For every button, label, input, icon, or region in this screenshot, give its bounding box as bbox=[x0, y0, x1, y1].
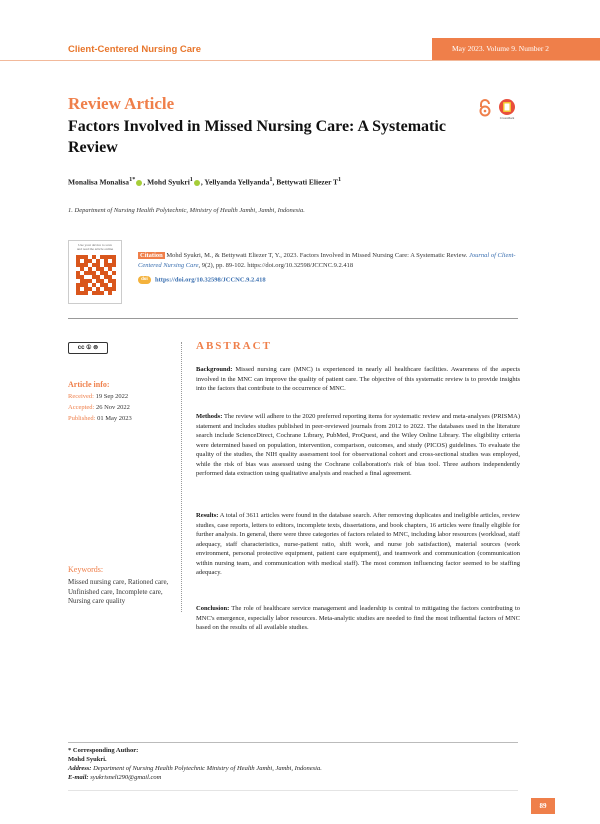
doi-icon: doi bbox=[138, 276, 151, 284]
correspondence-rule bbox=[68, 742, 518, 743]
article-info-title: Article info: bbox=[68, 380, 110, 389]
author-name: Bettywati Eliezer T bbox=[276, 177, 339, 187]
doi-link[interactable]: https://doi.org/10.32598/JCCNC.9.2.418 bbox=[155, 276, 266, 284]
author-name: Mohd Syukri bbox=[147, 177, 190, 187]
qr-caption bbox=[69, 241, 121, 251]
methods-label: Methods: bbox=[196, 413, 223, 420]
journal-name-part3: Care bbox=[179, 44, 202, 55]
crossmark-icon[interactable] bbox=[498, 98, 516, 120]
author-mark: 1* bbox=[129, 176, 136, 183]
page-number: 89 bbox=[531, 798, 555, 814]
cc-license-badge[interactable]: cc ① ⊜ bbox=[68, 342, 108, 354]
address-label: Address: bbox=[68, 765, 92, 772]
address-text: Department of Nursing Health Polytechnic Ministry of Health Jambi, Jambi, Indonesia. bbox=[91, 765, 322, 772]
author-mark: 1 bbox=[338, 176, 342, 183]
corresponding-author-name: Mohd Syukri. bbox=[68, 756, 107, 763]
conclusion-label: Conclusion: bbox=[196, 605, 230, 612]
abstract-title: ABSTRACT bbox=[196, 340, 272, 352]
background-text: Missed nursing care (MNC) is experienced in nearly all healthcare facilities. Awareness of the aspects involved in the MNC can improve the quality of patient care. The objective of this systematic review is to provide insights into the factors that contribute to the occurrence of MNC. bbox=[196, 366, 520, 392]
results-text: A total of 3611 articles were found in the database search. After removing duplicates and ineligible articles, review studies, case reports, letters to editors, incomplete texts, dissertations, and book chapters, 16 articles were finally eligible for further analysis. In general, there were three categories of factors related to MNC, including labor resources (workload, staff adequacy, staff characteristics, nurse-patient ratio, shift work, and nurse job satisfaction), material sources (work environment, personal protective equipment, patient care equipment), and teamwork and communication (communication within nursing team, and communication with medical staff). The most common influencing factor seemed to be staffing adequacy. bbox=[196, 512, 520, 576]
published-label: Published: bbox=[68, 415, 98, 422]
published-line bbox=[68, 415, 132, 422]
citation-rest: , 9(2), pp. 89-102. https://doi.org/10.32598/JCCNC.9.2.418 bbox=[198, 262, 354, 269]
corresponding-author-title: * Corresponding Author: bbox=[68, 747, 139, 754]
qr-caption-line: Use your device to scan bbox=[78, 243, 112, 247]
citation-tag: Citation bbox=[140, 252, 163, 259]
affiliation: 1. Department of Nursing Health Polytechnic, Ministry of Health Jambi, Jambi, Indonesia. bbox=[68, 207, 305, 214]
received-date: 19 Sep 2022 bbox=[95, 393, 129, 400]
author-name: Yellyanda Yellyanda bbox=[204, 177, 270, 187]
author-mark: 1 bbox=[269, 176, 273, 183]
abstract-conclusion bbox=[196, 604, 520, 633]
article-title: Factors Involved in Missed Nursing Care: A Systematic Review bbox=[68, 118, 446, 156]
accepted-label: Accepted: bbox=[68, 404, 96, 411]
qr-code-box[interactable] bbox=[68, 240, 122, 304]
keywords-title: Keywords: bbox=[68, 565, 104, 574]
email-label: E-mail: bbox=[68, 774, 89, 781]
conclusion-text: The role of healthcare service management and leadership is central to mitigating the factors contributing to MNC's emergence, especially labor resources. Meta-analytic studies are needed to find the most influential factors of MNC based on the results of all available studies. bbox=[196, 605, 520, 631]
published-date: 01 May 2023 bbox=[97, 415, 132, 422]
email-link[interactable]: syukrisneli290@gmail.com bbox=[88, 774, 162, 781]
section-divider bbox=[68, 318, 518, 319]
received-label: Received: bbox=[68, 393, 96, 400]
abstract-methods bbox=[196, 412, 520, 479]
column-divider bbox=[181, 342, 182, 612]
citation-block bbox=[138, 251, 518, 271]
footer-rule bbox=[68, 790, 518, 791]
article-type: Review Article bbox=[68, 94, 175, 113]
author-mark: 1 bbox=[189, 176, 193, 183]
author-list: Monalisa Monalisa$^{1*}$ , Mohd Syukri$^1$ , Yellyanda Yellyanda$^1$, Bettywati Eliezer $T^1$ bbox=[68, 176, 342, 187]
results-label: Results: bbox=[196, 512, 219, 519]
author-name: Monalisa Monalisa bbox=[68, 177, 130, 187]
header-rule bbox=[0, 60, 600, 61]
citation-text: Mohd Syukri, M., & Bettywati Eliezer T, Y., 2023. Factors Involved in Missed Nursing Care: A Systematic Review. bbox=[166, 252, 468, 259]
qr-caption-line: and read the article online bbox=[76, 247, 114, 251]
abstract-results bbox=[196, 511, 520, 578]
journal-name-part1: Client-Centered bbox=[68, 44, 142, 55]
keywords-list: Missed nursing care, Rationed care, Unfinished care, Incomplete care, Nursing care quality bbox=[68, 578, 169, 605]
accepted-date: 26 Nov 2022 bbox=[95, 404, 130, 411]
open-access-icon[interactable] bbox=[478, 99, 492, 117]
issue-banner: May 2023. Volume 9. Number 2 bbox=[432, 38, 600, 60]
doi-line bbox=[138, 276, 266, 284]
methods-text: The review will adhere to the 2020 preferred reporting items for systematic review and meta-analyses (PRISMA) statement and includes studies published in peer-reviewed journals from 2012 to 2022. The databases used in the literature search include ScienceDirect, Cochrane Library, PubMed, ProQuest, and the Wiley Online Library. The eligibility criteria were determined based on population, intervention, comparison, outcomes, and study (PICOS) guidelines. To evaluate the quality of the studies, the NIH quality assessment tool for observational cohort and cross-sectional studies was employed, while the risk of bias was assessed using the Cochrane collaboration's risk of bias tool. Three authors independently performed data extraction using qualitative analysis and reached a final agreement. bbox=[196, 413, 520, 477]
orcid-icon[interactable] bbox=[194, 180, 200, 186]
citation-journal-link[interactable]: Journal of Client-Centered Nursing Care bbox=[138, 252, 516, 269]
svg-text:CrossMark: CrossMark bbox=[499, 116, 515, 120]
journal-name bbox=[68, 44, 201, 55]
received-line bbox=[68, 393, 128, 400]
qr-code-icon bbox=[76, 255, 116, 295]
journal-name-part2: Nursing bbox=[141, 44, 180, 55]
background-label: Background: bbox=[196, 366, 233, 373]
corresponding-author-email bbox=[68, 774, 161, 782]
corresponding-author-address bbox=[68, 765, 322, 773]
abstract-background bbox=[196, 365, 520, 394]
orcid-icon[interactable] bbox=[136, 180, 142, 186]
accepted-line bbox=[68, 404, 130, 411]
